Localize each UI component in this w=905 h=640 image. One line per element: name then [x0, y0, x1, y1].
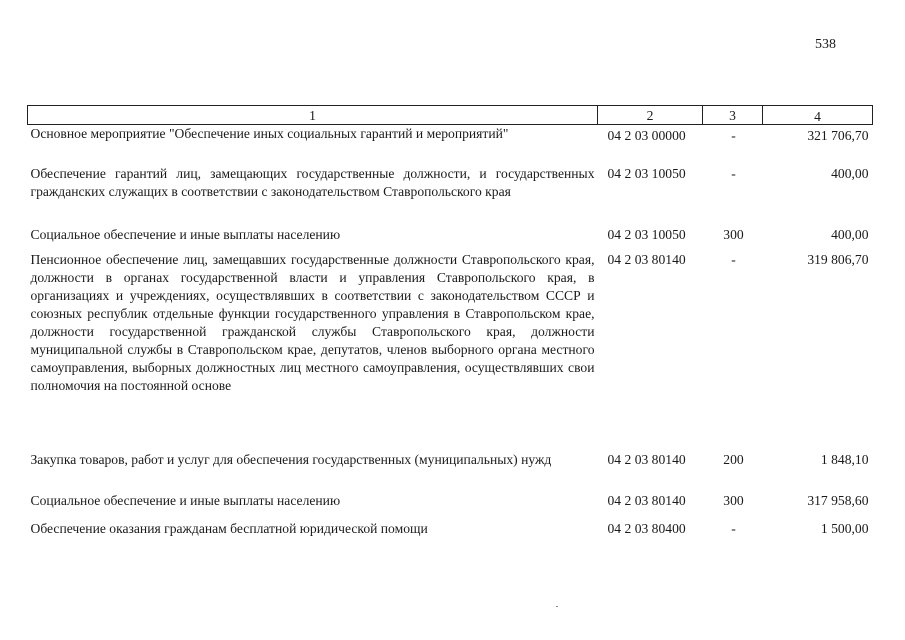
row-type: -	[731, 165, 736, 181]
row-type: 300	[723, 492, 744, 508]
budget-table	[27, 105, 873, 542]
row-amount: 319 806,70	[807, 251, 869, 267]
header-col-4: 4	[763, 106, 873, 125]
row-code: 04 2 03 00000	[607, 128, 686, 143]
table-row	[28, 520, 873, 542]
page-number: 538	[815, 37, 836, 52]
header-col-1: 1	[28, 106, 598, 125]
row-code: 04 2 03 10050	[607, 165, 686, 181]
table-row	[28, 251, 873, 451]
row-name: Закупка товаров, работ и услуг для обеспечения государственных (муниципальных) нужд	[30, 451, 552, 467]
table-row	[28, 451, 873, 492]
row-code: 04 2 03 80400	[607, 520, 686, 536]
row-amount: 400,00	[831, 226, 869, 242]
row-code: 04 2 03 80140	[607, 251, 686, 267]
row-code: 04 2 03 80140	[607, 451, 686, 467]
row-amount: 317 958,60	[807, 492, 869, 508]
row-name: Обеспечение гарантий лиц, замещающих государственные должности, и государственных гражданских служащих в соответствии с законодательством Ставропольского края	[30, 165, 595, 199]
row-name: Социальное обеспечение и иные выплаты населению	[30, 226, 341, 242]
row-amount: 1 500,00	[820, 520, 869, 536]
table-row	[28, 226, 873, 251]
row-type: 200	[723, 451, 744, 467]
table-row	[28, 492, 873, 520]
row-type: 300	[723, 226, 744, 242]
table-header	[28, 106, 873, 125]
scan-speck	[556, 606, 558, 607]
row-type: -	[731, 128, 736, 143]
row-name: Обеспечение оказания гражданам бесплатной юридической помощи	[30, 520, 428, 536]
row-type: -	[731, 251, 736, 267]
header-row	[28, 106, 873, 125]
row-amount: 321 706,70	[807, 128, 869, 143]
row-code: 04 2 03 80140	[607, 492, 686, 508]
row-amount: 1 848,10	[820, 451, 869, 467]
table-row	[28, 125, 873, 165]
table-row	[28, 165, 873, 226]
row-name: Пенсионное обеспечение лиц, замещавших государственные должности Ставропольского края, должности в органах государственной власти и управления Ставропольского края, в организациях и учреждениях, осуществлявших в соответствии с законодательством СССР и союзных республик отдельные функции государственного управления в Ставропольском крае, должности государственной гражданской службы Ставропольского края, должности муниципальной службы в Ставропольском крае, депутатов, членов выборного органа местного самоуправления, выборных должностных лиц местного самоуправления, осуществлявших свои полномочия на постоянной основе	[30, 251, 595, 393]
row-type: -	[731, 520, 736, 536]
header-col-2: 2	[598, 106, 703, 125]
row-code: 04 2 03 10050	[607, 226, 686, 242]
row-name: Основное мероприятие "Обеспечение иных социальных гарантий и мероприятий"	[30, 126, 509, 141]
header-col-3: 3	[703, 106, 763, 125]
table-body	[28, 125, 873, 542]
row-name: Социальное обеспечение и иные выплаты населению	[30, 492, 341, 508]
row-amount: 400,00	[831, 165, 869, 181]
